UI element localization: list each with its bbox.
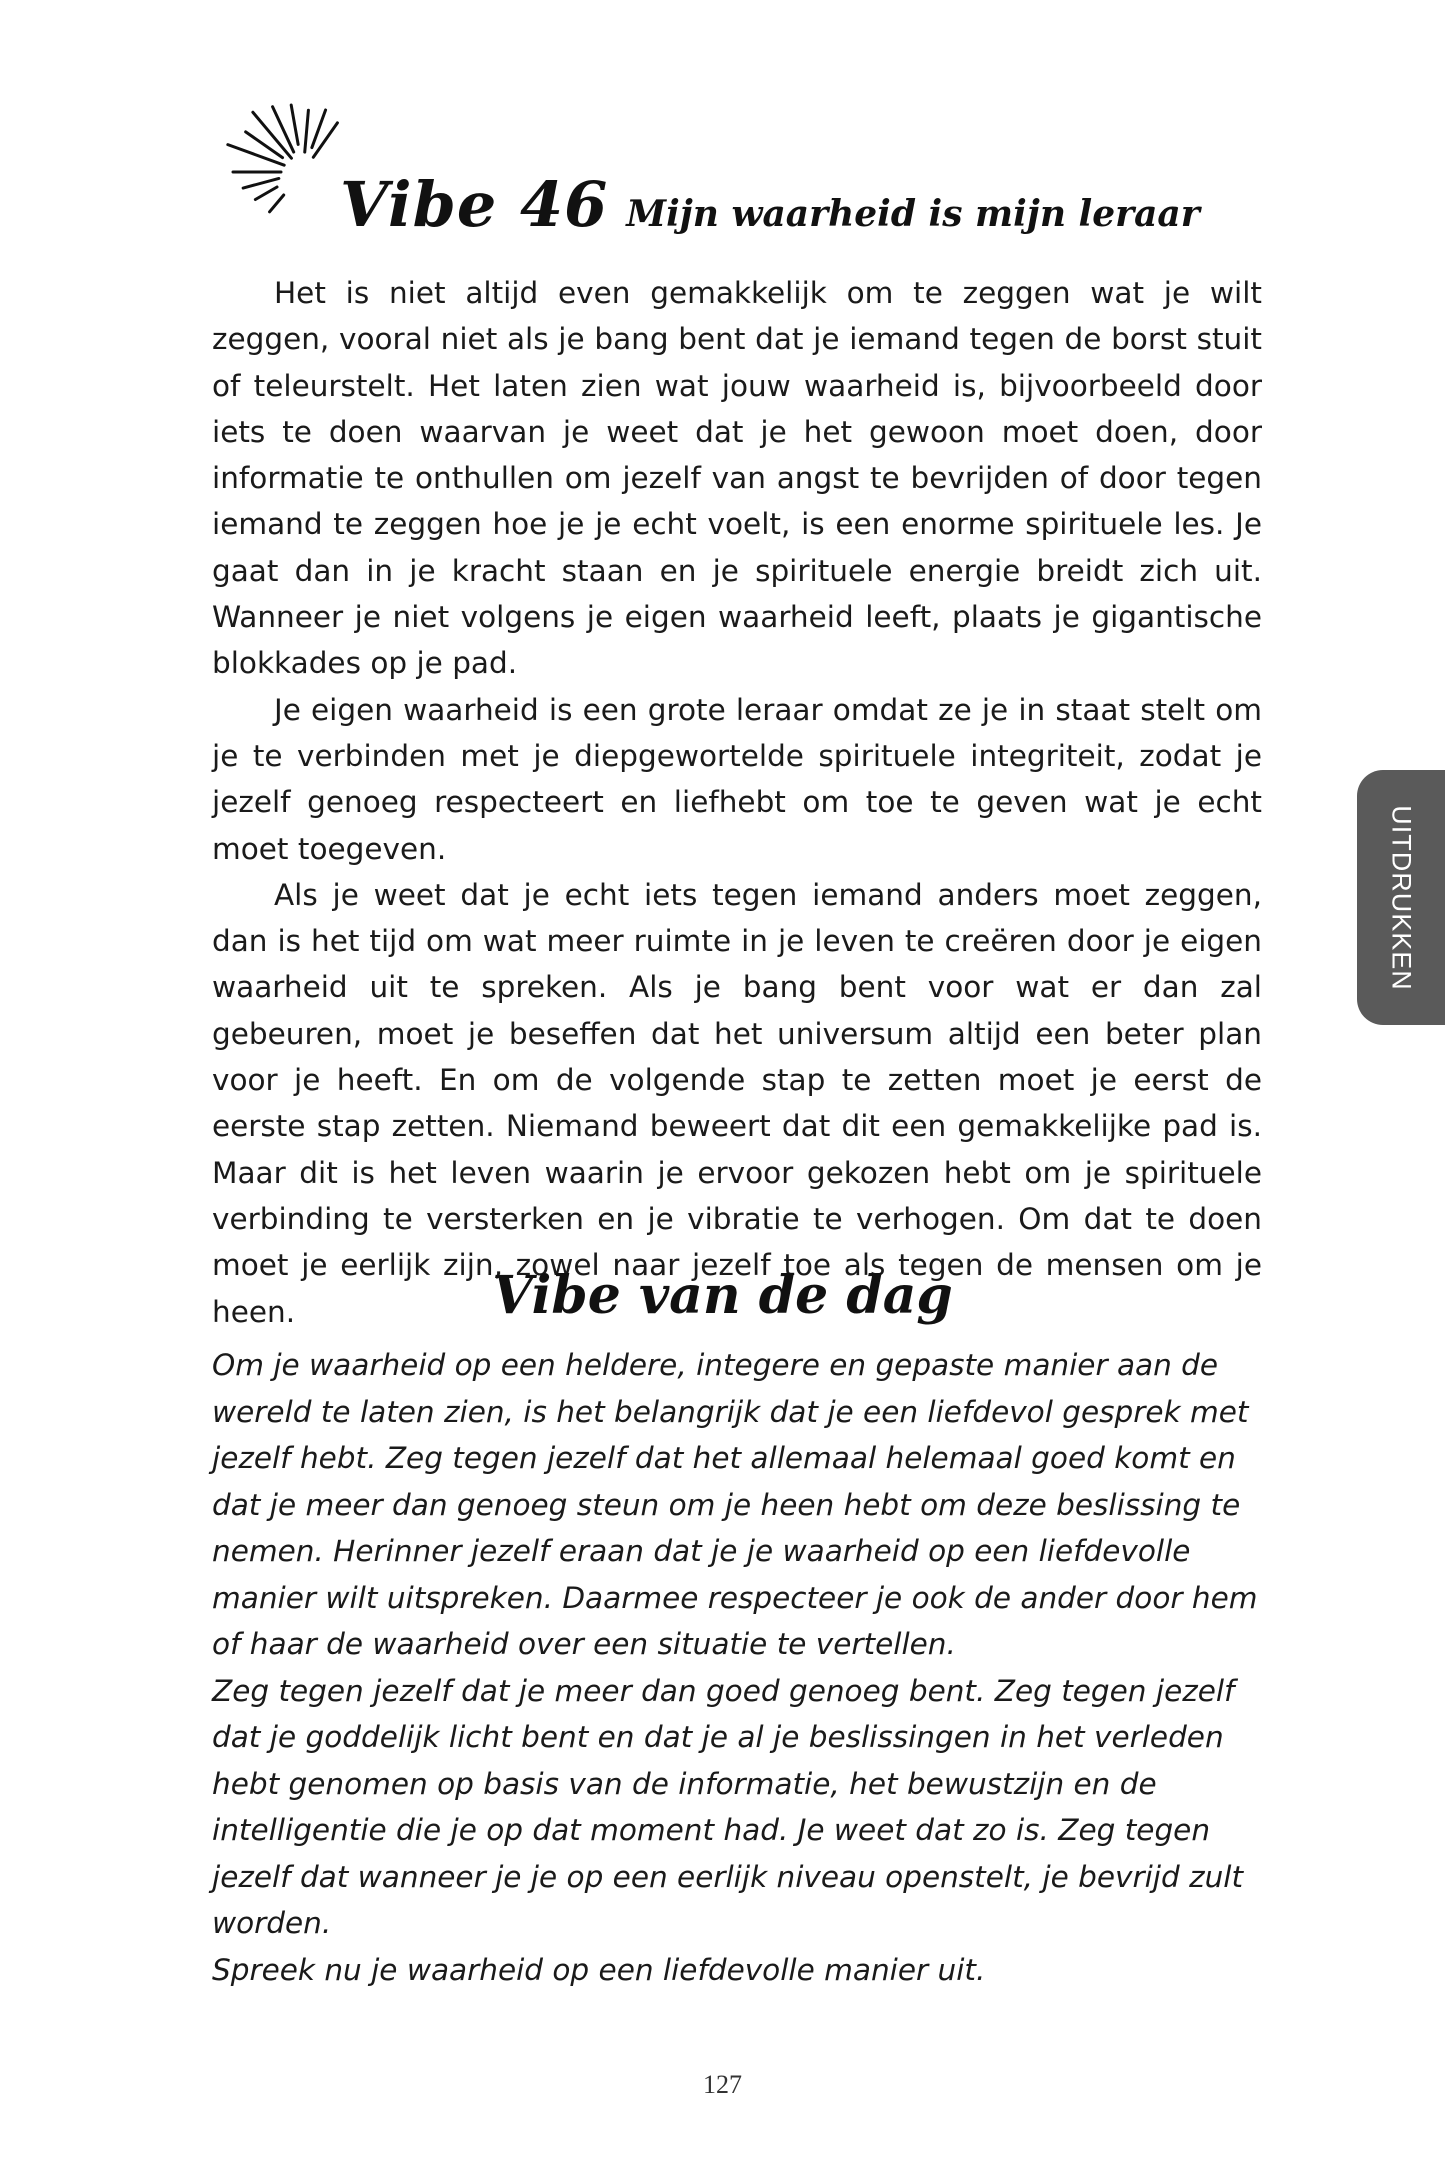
section-tab-label: UITDRUKKEN [1386,804,1417,991]
sunburst-ray [270,195,284,212]
section-tab [1357,770,1445,1025]
sunburst-ray [243,178,279,188]
sunburst-ray [273,107,294,152]
vibe-of-day-text [212,1342,1262,1993]
paragraph: Zeg tegen jezelf dat je meer dan goed genoeg bent. Zeg tegen jezelf dat je goddelijk licht bent en dat je al je beslissingen in het verleden hebt genomen op basis van de informatie, het bewustzijn en de intelligentie die je op dat moment had. Je weet dat zo is. Zeg tegen jezelf dat wanneer je je op een eerlijk niveau openstelt, je bevrijd zult worden. [212,1673,1244,1940]
vibe-of-day-heading: Vibe van de dag [492,1265,953,1326]
page-number: 127 [703,2070,742,2099]
main-text [212,270,1262,1335]
sunburst-ray [305,110,309,152]
sunburst-ray [291,105,298,144]
paragraph: Als je weet dat je echt iets tegen iemand anders moet zeggen, dan is het tijd om wat meer ruimte in je leven te creëren door je eigen waarheid uit te spreken. Als je bang bent voor wat er dan zal gebeuren, moet je beseffen dat het universum altijd een beter plan voor je heeft. En om de volgende stap te zetten moet je eerst de eerste stap zetten. Niemand beweert dat dit een gemakkelijke pad is. Maar dit is het leven waarin je ervoor gekozen hebt om je spirituele verbinding te versterken en je vibratie te verhogen. Om dat te doen moet je eerlijk zijn, zowel naar jezelf toe als tegen de mensen om je heen. [212,877,1262,1329]
chapter-subtitle: Mijn waarheid is mijn leraar [626,193,1200,235]
vibe-number-title: Vibe 46 [340,168,609,241]
paragraph: Om je waarheid op een heldere, integere en gepaste manier aan de wereld te laten zien, is het belangrijk dat je een liefdevol gesprek met jezelf hebt. Zeg tegen jezelf dat het allemaal helemaal goed komt en dat je meer dan genoeg steun om je heen hebt om deze beslissing te nemen. Herinner jezelf eraan dat je je waarheid op een liefdevolle manier wilt uitspreken. Daarmee respecteer je ook de ander door hem of haar de waarheid over een situatie te vertellen. [212,1348,1258,1661]
paragraph: Het is niet altijd even gemakkelijk om te zeggen wat je wilt zeggen, vooral niet als je bang bent dat je iemand tegen de borst stuit of teleurstelt. Het laten zien wat jouw waarheid is, bijvoorbeeld door iets te doen waarvan je weet dat je het gewoon moet doen, door informatie te onthullen om jezelf van angst te bevrijden of door tegen iemand te zeggen hoe je je echt voelt, is een enorme spirituele les. Je gaat dan in je kracht staan en je spirituele energie breidt zich uit. Wanneer je niet volgens je eigen waarheid leeft, plaats je gigantische blokkades op je pad. [212,276,1262,681]
sunburst-ray [255,187,277,200]
sunburst-ray [313,123,337,157]
paragraph: Je eigen waarheid is een grote leraar omdat ze je in staat stelt om je te verbinden met je diepgewortelde spirituele integriteit, zodat je jezelf genoeg respecteert en liefhebt om toe te geven wat je echt moet toegeven. [212,692,1262,866]
sunburst-ray [228,145,284,166]
paragraph: Spreek nu je waarheid op een liefdevolle manier uit. [212,1952,986,1987]
chapter-title [340,168,1200,241]
